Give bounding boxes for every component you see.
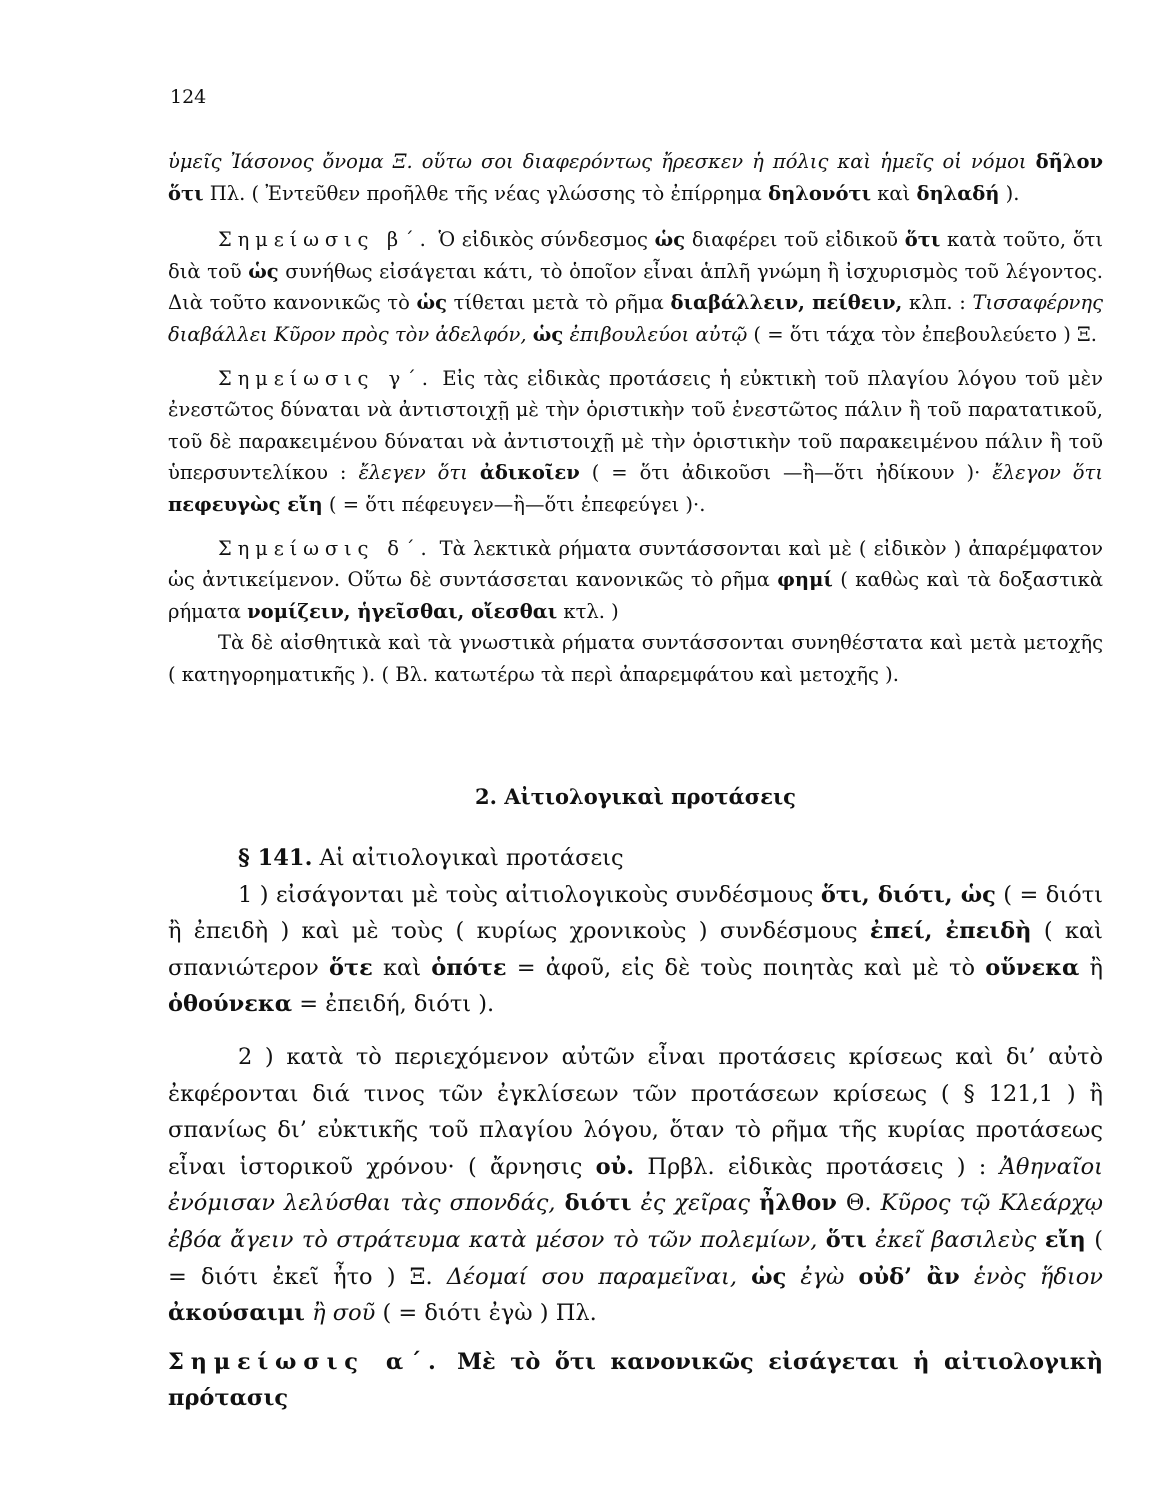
text-run: 1 ) εἰσάγονται μὲ τοὺς αἰτιολογικοὺς συνδέσμους: [238, 881, 821, 908]
text-run: Δέομαί σου παραμεῖναι,: [446, 1263, 752, 1290]
text-run: ὁπότε: [431, 954, 507, 981]
text-run: ὅτι, διότι, ὡς: [820, 881, 996, 908]
text-run: ἐς χεῖρας: [631, 1190, 760, 1217]
text-run: κλπ. :: [902, 291, 973, 315]
text-run: ( καὶ σπανιώτερον: [168, 918, 1103, 981]
text-run: ἀδικοῖεν: [479, 461, 580, 485]
text-run: Ἀθηναῖοι ἐνόμισαν λελύσθαι τὰς σπονδάς,: [168, 1153, 1103, 1217]
text-run: ( = διότι ἐγὼ ) Πλ.: [375, 1300, 597, 1327]
text-run: = ἀφοῦ, εἰς δὲ τοὺς ποιητὰς καὶ μὲ τὸ: [506, 954, 986, 981]
text-run: ὡς: [654, 228, 686, 252]
text-run: = ἐπειδή, διότι ).: [292, 991, 495, 1018]
text-run: ( = ὅτι πέφευγεν—ἢ—ὅτι ἐπεφεύγει )·.: [322, 492, 706, 516]
top-text-block: [168, 146, 1103, 691]
text-run: ( καθὼς καὶ τὰ δοξαστικὰ ρήματα: [168, 568, 1103, 623]
text-run: διαφέρει τοῦ εἰδικοῦ: [685, 228, 905, 252]
text-run: ὅτι: [825, 1226, 867, 1253]
text-run: καὶ: [871, 181, 917, 205]
text-run: ).: [999, 181, 1020, 205]
text-run: Σημείωσις δ΄.: [218, 536, 433, 560]
paragraph-perception-verbs: [168, 627, 1103, 690]
text-run: ὅτι: [554, 1348, 596, 1375]
paragraph-section-141: [168, 840, 1103, 877]
text-run: οὐδ’ ἂν: [858, 1263, 960, 1290]
text-run: Ὁ εἰδικὸς σύνδεσμος: [431, 228, 655, 252]
paragraph-note-gamma: [168, 363, 1103, 521]
text-run: ὅτε: [328, 954, 373, 981]
text-run: διαβάλλειν, πείθειν,: [670, 291, 903, 315]
text-run: τίθεται μετὰ τὸ ρῆμα: [446, 291, 671, 315]
text-run: φημί: [777, 568, 833, 592]
page-number: 124: [170, 86, 207, 108]
text-run: Εἰς τὰς εἰδικὰς προτάσεις ἡ εὐκτικὴ τοῦ πλαγίου λόγου τοῦ μὲν ἐνεστῶτος δύναται νὰ ἀντιστοιχῇ μὲ τὴν ὁριστικὴν τοῦ ἐνεστῶτος πάλιν ἢ τοῦ παρατατικοῦ, τοῦ δὲ παρακειμένου δύναται νὰ ἀντιστοιχῇ μὲ τὴν ὁριστικὴν τοῦ παρακειμένου πάλιν ἢ τοῦ ὑπερσυντελίκου :: [168, 366, 1103, 485]
text-run: ( = ὅτι τάχα τὸν ἐπεβουλεύετο ) Ξ.: [747, 322, 1097, 346]
text-run: εἴη: [1044, 1226, 1086, 1253]
text-run: ( = ὅτι ἀδικοῦσι —ἢ—ὅτι ἠδίκουν )·: [579, 461, 993, 485]
paragraph-item-2: [168, 1039, 1103, 1332]
text-run: ἐκεῖ βασιλεὺς: [866, 1226, 1045, 1253]
text-run: ( = διότι ἢ ἐπειδὴ ) καὶ μὲ τοὺς ( κυρίως χρονικοὺς ) συνδέσμους: [168, 881, 1103, 945]
text-run: Αἱ αἰτιολογικαὶ προτάσεις: [312, 845, 624, 871]
text-run: Τὰ δὲ αἰσθητικὰ καὶ τὰ γνωστικὰ ρήματα συντάσσονται συνηθέστατα καὶ μετὰ μετοχῆς ( κατηγορηματικῆς ). ( Βλ. κατωτέρω τὰ περὶ ἀπαρεμφάτου καὶ μετοχῆς ).: [168, 631, 1103, 686]
text-run: οὕνεκα: [985, 954, 1080, 981]
text-run: ἐπιβουλεύοι αὐτῷ: [563, 322, 748, 346]
text-run: κανονικῶς εἰσάγεται ἡ αἰτιολογικὴ πρότασις: [168, 1348, 1103, 1412]
text-run: Σημείωσις γ΄.: [218, 366, 434, 390]
text-run: Κῦρος τῷ Κλεάρχῳ ἐβόα ἄγειν τὸ στράτευμα κατὰ μέσον τὸ τῶν πολεμίων,: [168, 1190, 1104, 1253]
text-run: Πρβλ. εἰδικὰς προτάσεις ) :: [634, 1153, 1000, 1180]
text-run: 2 ) κατὰ τὸ περιεχόμενον αὐτῶν εἶναι προτάσεις κρίσεως καὶ δι’ αὐτὸ ἐκφέρονται διά τινος τῶν ἐγκλίσεων τῶν προτάσεων κρίσεως ( § 121,1 ) ἢ σπανίως δι’ εὐκτικῆς τοῦ πλαγίου λόγου, ὅταν τὸ ρῆμα τῆς κυρίας προτάσεως εἶναι ἱστορικοῦ χρόνου· ( ἄρνησις: [168, 1043, 1103, 1180]
text-run: ἀκούσαιμι: [168, 1300, 305, 1327]
text-run: ἑνὸς ἥδιον: [959, 1263, 1103, 1290]
text-run: Σημείωσις β΄.: [218, 228, 432, 252]
paragraph-note-beta: [168, 224, 1103, 350]
paragraph-note-alpha: [168, 1344, 1103, 1417]
text-run: ἔλεγεν ὅτι: [358, 461, 480, 485]
text-run: Θ.: [836, 1190, 881, 1217]
bottom-text-block: [168, 840, 1103, 1417]
paragraph-item-1: [168, 877, 1103, 1023]
text-run: ἐπεί, ἐπειδὴ: [869, 918, 1032, 945]
text-run: δηλαδή: [916, 181, 1000, 205]
section-heading: 2. Αἰτιολογικαὶ προτάσεις: [475, 784, 796, 809]
text-run: κτλ. ): [557, 599, 619, 623]
text-run: δῆλον ὅτι: [168, 150, 1103, 205]
text-run: κατὰ τοῦτο, ὅτι διὰ τοῦ: [168, 228, 1103, 283]
text-run: ὅτι: [904, 228, 941, 252]
text-run: ἢ σοῦ: [304, 1300, 376, 1327]
text-run: ἦλθον: [759, 1190, 837, 1217]
text-run: ὡς: [248, 259, 279, 283]
text-run: ἐγὼ: [786, 1263, 859, 1290]
text-run: § 141.: [238, 845, 313, 871]
text-run: ὑμεῖς Ἰάσονος ὄνομα Ξ. οὕτω σοι διαφερόντως ἤρεσκεν ἡ πόλις καὶ ἡμεῖς οἱ νόμοι: [168, 150, 1036, 173]
text-run: Τὰ λεκτικὰ ρήματα συντάσσονται καὶ μὲ ( εἰδικὸν ) ἀπαρέμφατον ὡς ἀντικείμενον. Οὕτω δὲ συντάσσεται κανονικῶς τὸ ρῆμα: [168, 536, 1104, 592]
text-run: πεφευγὼς εἴη: [168, 492, 323, 516]
text-run: ἔλεγον ὅτι: [992, 461, 1103, 485]
paragraph-examples: [168, 146, 1103, 209]
paragraph-note-delta: [168, 533, 1103, 628]
text-run: καὶ: [372, 954, 432, 981]
text-run: συνήθως εἰσάγεται κάτι, τὸ ὁποῖον εἶναι ἁπλῆ γνώμη ἢ ἰσχυρισμὸς τοῦ λέγοντος. Διὰ τοῦτο κανονικῶς τὸ: [168, 259, 1103, 315]
text-run: νομίζειν, ἡγεῖσθαι, οἴεσθαι: [247, 599, 558, 623]
text-run: ἢ: [1079, 954, 1103, 981]
text-run: ( = διότι ἐκεῖ ἦτο ) Ξ.: [168, 1226, 1103, 1290]
text-run: Πλ. ( Ἐντεῦθεν προῆλθε τῆς νέας γλώσσης τὸ ἐπίρρημα: [203, 181, 769, 205]
text-run: ὁθούνεκα: [168, 991, 293, 1018]
text-run: διότι: [564, 1190, 632, 1217]
text-run: Σημείωσις α΄.: [168, 1348, 443, 1375]
text-run: Μὲ τὸ: [442, 1348, 555, 1375]
text-run: οὐ.: [595, 1153, 635, 1180]
text-run: ὡς: [751, 1263, 787, 1290]
text-run: ὡς: [532, 322, 564, 346]
text-run: Τισσαφέρνης διαβάλλει Κῦρον πρὸς τὸν ἀδελφόν,: [168, 291, 1104, 346]
text-run: ὡς: [416, 291, 447, 315]
text-run: δηλονότι: [768, 181, 872, 205]
